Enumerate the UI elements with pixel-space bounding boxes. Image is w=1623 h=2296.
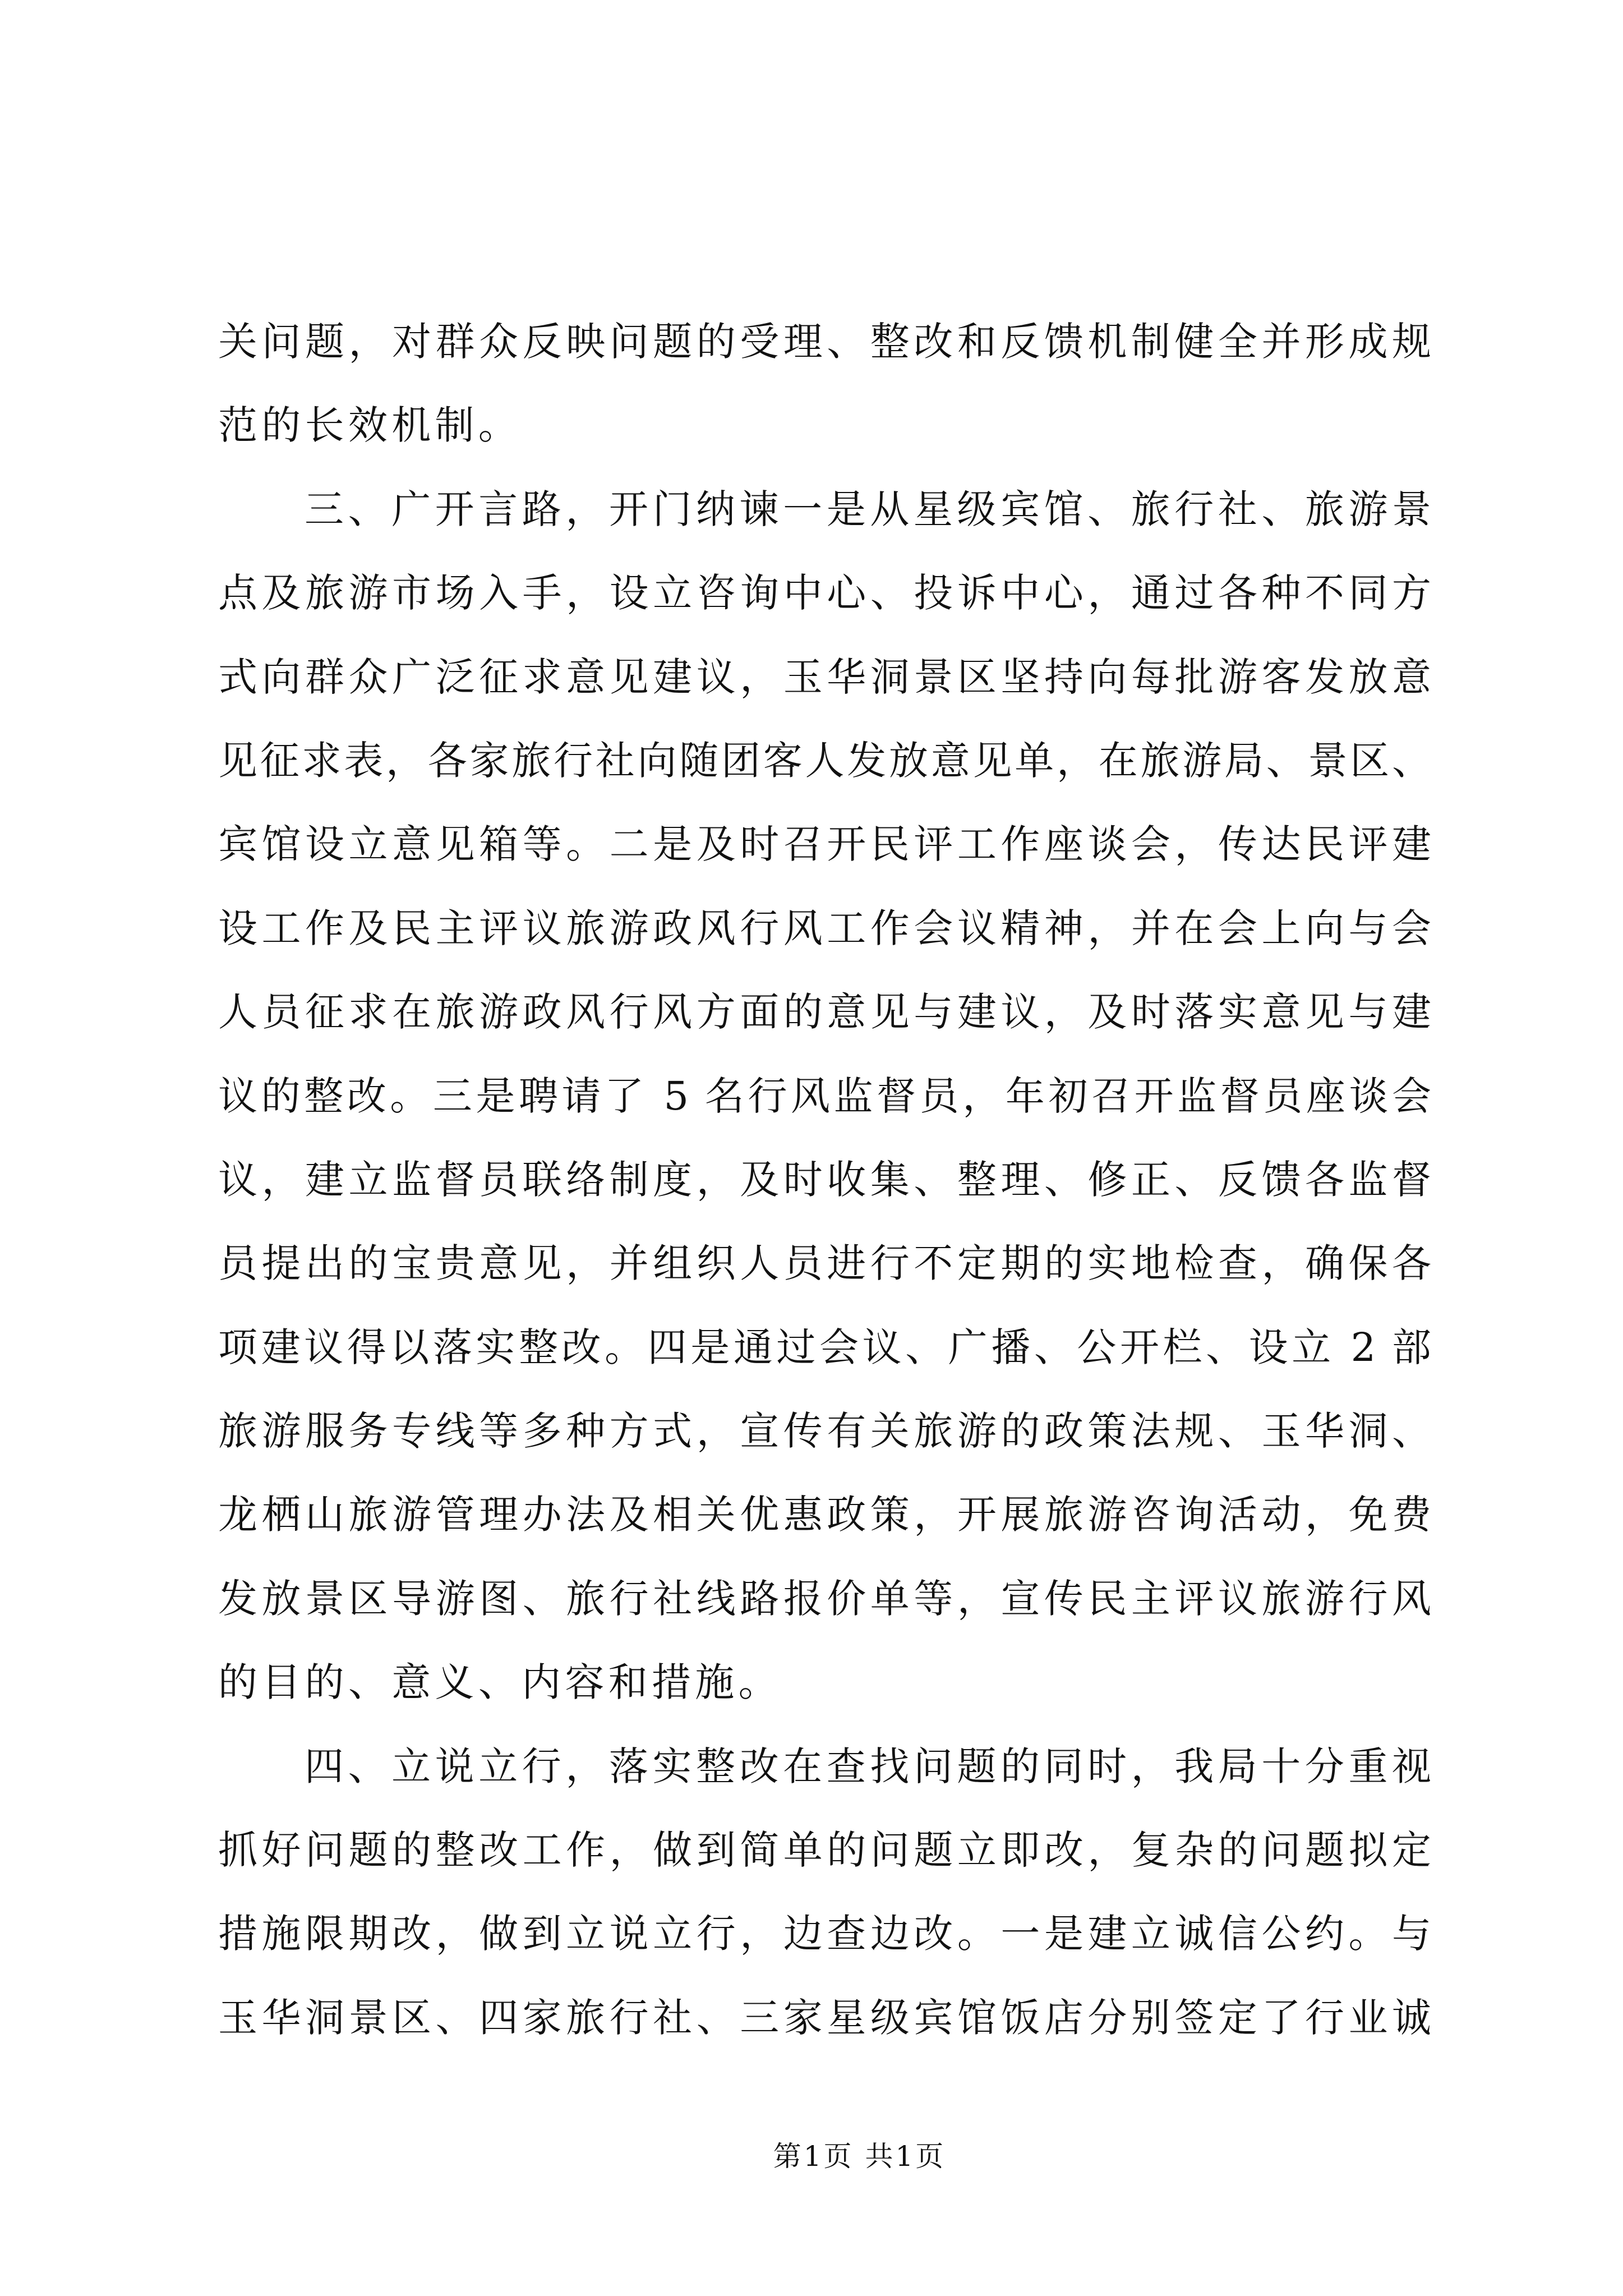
text-line: 范的长效机制。 <box>218 402 522 449</box>
text-line: 见征求表，各家旅行社向随团客人发放意见单，在旅游局、景区、 <box>218 737 1431 784</box>
text-line: 式向群众广泛征求意见建议，玉华洞景区坚持向每批游客发放意 <box>218 654 1431 700</box>
text-line: 的目的、意义、内容和措施。 <box>218 1659 782 1706</box>
paragraph <box>218 1725 1431 2060</box>
text-line: 关问题，对群众反映问题的受理、整改和反馈机制健全并形成规 <box>218 319 1431 365</box>
text-line: 员提出的宝贵意见，并组织人员进行不定期的实地检查，确保各 <box>218 1240 1431 1287</box>
text-line: 点及旅游市场入手，设立咨询中心、投诉中心，通过各种不同方 <box>218 570 1431 616</box>
text-line: 旅游服务专线等多种方式，宣传有关旅游的政策法规、玉华洞、 <box>218 1408 1431 1455</box>
text-line: 设工作及民主评议旅游政风行风工作会议精神，并在会上向与会 <box>218 905 1431 951</box>
document-body <box>218 300 1431 2060</box>
paragraph <box>218 300 1431 468</box>
text-line: 人员征求在旅游政风行风方面的意见与建议，及时落实意见与建 <box>218 989 1431 1036</box>
text-line: 抓好问题的整改工作，做到简单的问题立即改，复杂的问题拟定 <box>218 1827 1431 1874</box>
text-line: 措施限期改，做到立说立行，边查边改。一是建立诚信公约。与 <box>218 1911 1431 1957</box>
text-line: 玉华洞景区、四家旅行社、三家星级宾馆饭店分别签定了行业诚 <box>218 1994 1431 2041</box>
text-line: 议的整改。三是聘请了 5 名行风监督员，年初召开监督员座谈会 <box>218 1073 1431 1119</box>
page-footer: 第1页 共1页 <box>773 2140 946 2173</box>
text-line: 议，建立监督员联络制度，及时收集、整理、修正、反馈各监督 <box>218 1156 1431 1203</box>
text-line: 项建议得以落实整改。四是通过会议、广播、公开栏、设立 2 部 <box>218 1324 1431 1370</box>
text-line: 三、广开言路，开门纳谏一是从星级宾馆、旅行社、旅游景 <box>305 486 1431 532</box>
text-line: 龙栖山旅游管理办法及相关优惠政策，开展旅游咨询活动，免费 <box>218 1492 1431 1538</box>
paragraph <box>218 468 1431 1725</box>
text-line: 四、立说立行，落实整改在查找问题的同时，我局十分重视 <box>305 1743 1431 1789</box>
text-line: 发放景区导游图、旅行社线路报价单等，宣传民主评议旅游行风 <box>218 1575 1431 1622</box>
text-line: 宾馆设立意见箱等。二是及时召开民评工作座谈会，传达民评建 <box>218 821 1431 868</box>
